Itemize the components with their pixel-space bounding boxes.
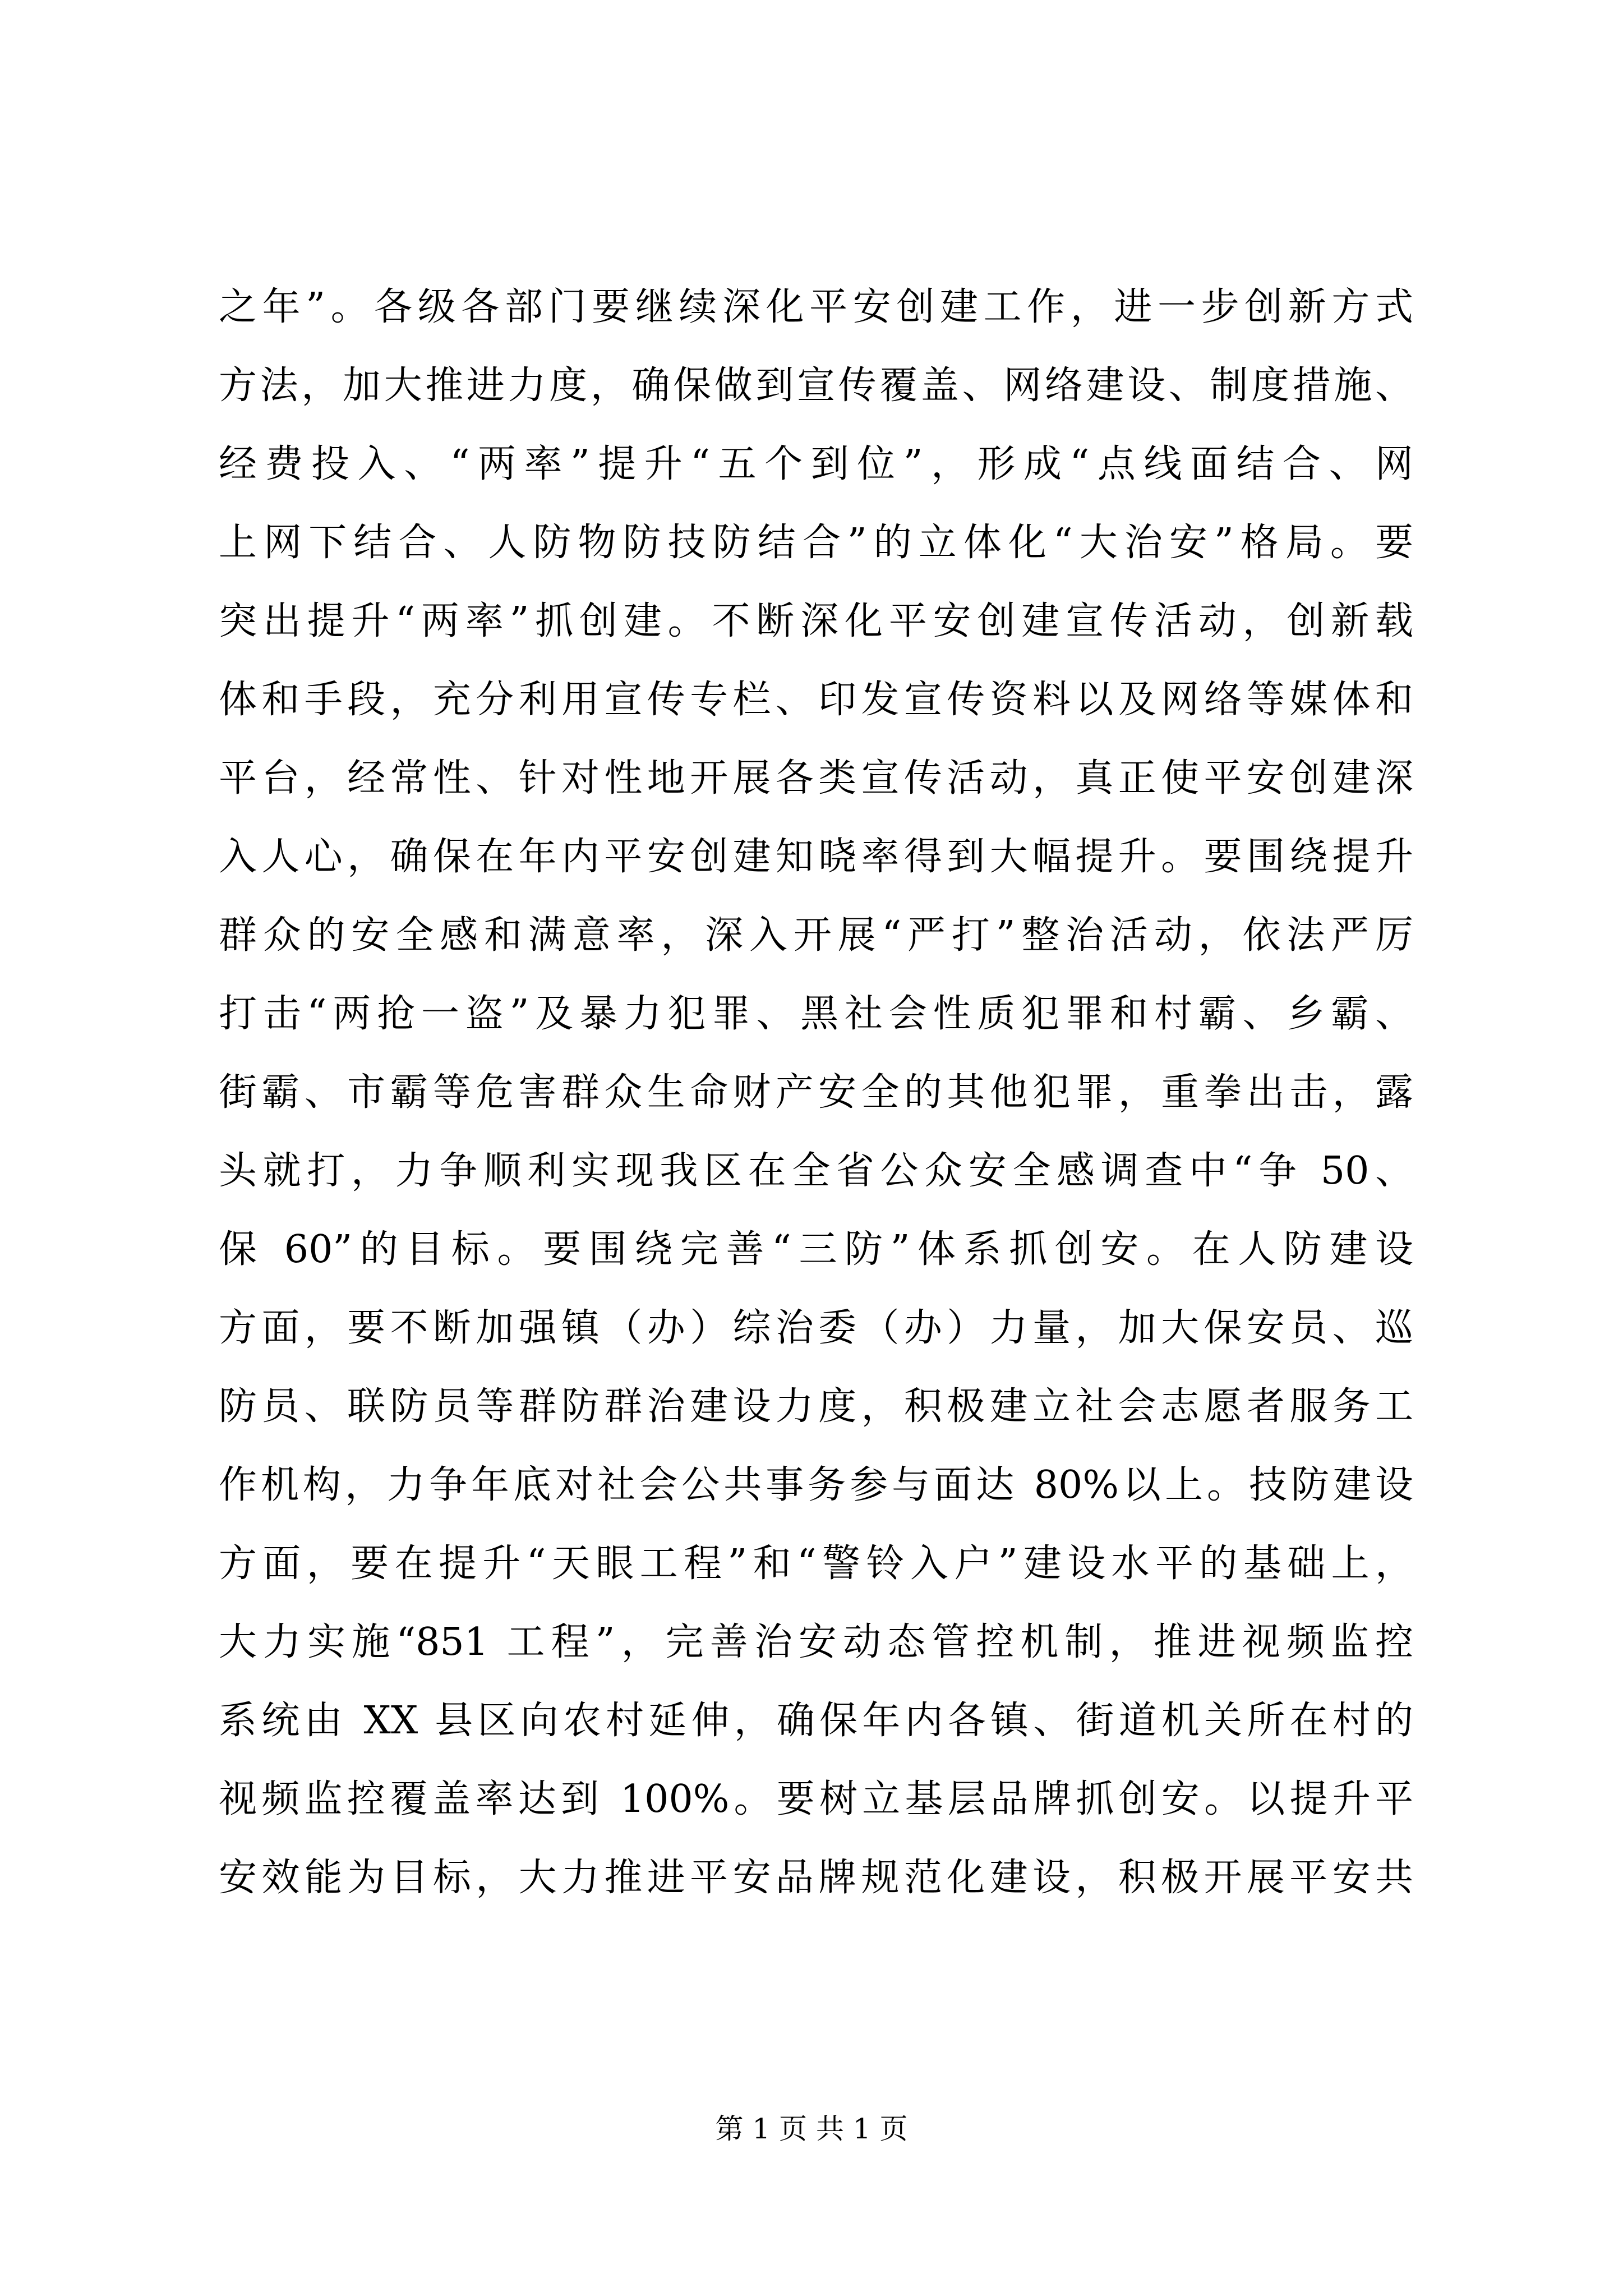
text-line: 头就打，力争顺利实现我区在全省公众安全感调查中“争 50、 — [219, 1149, 1413, 1193]
text-line: 方法，加大推进力度，确保做到宣传覆盖、网络建设、制度措施、 — [219, 364, 1413, 408]
text-line: 打击“两抢一盗”及暴力犯罪、黑社会性质犯罪和村霸、乡霸、 — [219, 992, 1413, 1036]
text-line: 方面，要不断加强镇（办）综治委（办）力量，加大保安员、巡 — [219, 1306, 1413, 1350]
text-line: 大力实施“851 工程”，完善治安动态管控机制，推进视频监控 — [219, 1620, 1413, 1664]
page-number-label: 第 1 页 共 1 页 — [715, 2113, 908, 2145]
text-line: 安效能为目标，大力推进平安品牌规范化建设，积极开展平安共 — [219, 1856, 1413, 1900]
text-line: 之年”。各级各部门要继续深化平安创建工作，进一步创新方式 — [219, 285, 1413, 329]
text-line: 入人心，确保在年内平安创建知晓率得到大幅提升。要围绕提升 — [219, 835, 1413, 879]
body-text — [219, 268, 1413, 1917]
text-line: 保 60”的目标。要围绕完善“三防”体系抓创安。在人防建设 — [219, 1227, 1413, 1272]
text-line: 突出提升“两率”抓创建。不断深化平安创建宣传活动，创新载 — [219, 599, 1413, 643]
text-line: 方面，要在提升“天眼工程”和“警铃入户”建设水平的基础上， — [219, 1542, 1413, 1586]
text-line: 经费投入、“两率”提升“五个到位”，形成“点线面结合、网 — [219, 442, 1413, 486]
text-line: 体和手段，充分利用宣传专栏、印发宣传资料以及网络等媒体和 — [219, 678, 1413, 722]
text-line: 视频监控覆盖率达到 100%。要树立基层品牌抓创安。以提升平 — [219, 1777, 1413, 1821]
page-footer — [0, 2109, 1623, 2148]
text-line: 街霸、市霸等危害群众生命财产安全的其他犯罪，重拳出击，露 — [219, 1070, 1413, 1115]
text-line: 系统由 XX 县区向农村延伸，确保年内各镇、街道机关所在村的 — [219, 1699, 1413, 1743]
text-line: 作机构，力争年底对社会公共事务参与面达 80%以上。技防建设 — [219, 1463, 1413, 1507]
text-line: 群众的安全感和满意率，深入开展“严打”整治活动，依法严厉 — [219, 913, 1413, 958]
text-line: 防员、联防员等群防群治建设力度，积极建立社会志愿者服务工 — [219, 1384, 1413, 1429]
text-line: 上网下结合、人防物防技防结合”的立体化“大治安”格局。要 — [219, 521, 1413, 565]
text-line: 平台，经常性、针对性地开展各类宣传活动，真正使平安创建深 — [219, 756, 1413, 800]
